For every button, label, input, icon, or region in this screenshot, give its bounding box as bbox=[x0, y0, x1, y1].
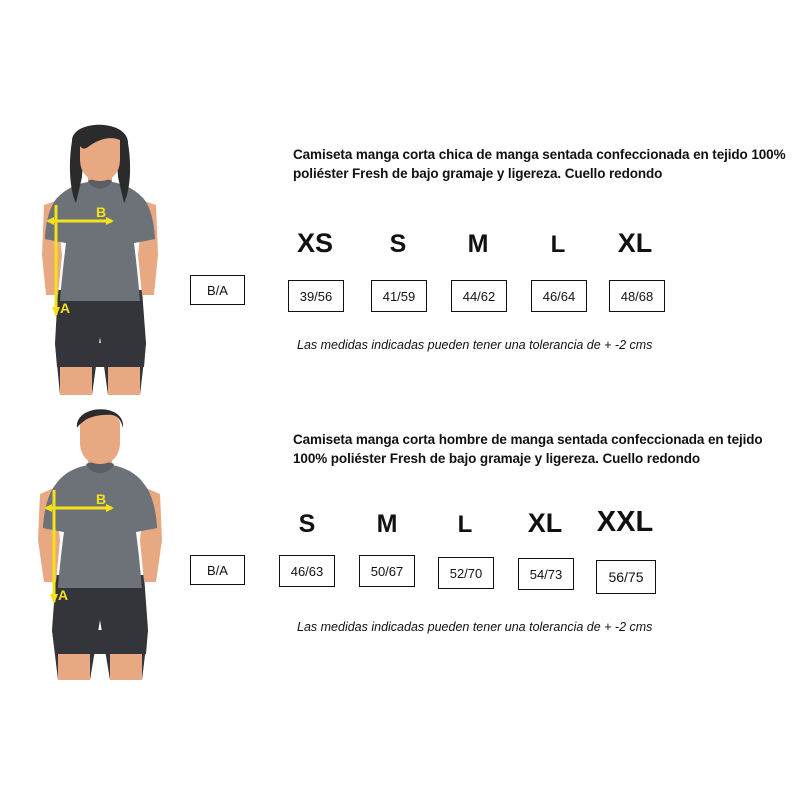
size-value-xl-men: 54/73 bbox=[518, 558, 574, 590]
size-header-xl-men: XL bbox=[527, 508, 563, 538]
size-header-l: L bbox=[550, 231, 566, 258]
size-value-s-men: 46/63 bbox=[279, 555, 335, 587]
measure-label-cell-women: B/A bbox=[190, 275, 245, 305]
size-panel-men bbox=[185, 390, 795, 680]
size-section-men bbox=[0, 390, 800, 680]
size-header-l-men: L bbox=[457, 511, 473, 538]
tolerance-note-men: Las medidas indicadas pueden tener una tolerancia de + -2 cms bbox=[297, 620, 653, 634]
marker-a-label: A bbox=[60, 300, 71, 316]
woman-tshirt-illustration bbox=[0, 105, 200, 395]
marker-a-label: A bbox=[58, 587, 69, 603]
marker-b-label: B bbox=[96, 491, 107, 507]
size-value-m: 44/62 bbox=[451, 280, 507, 312]
product-description-men: Camiseta manga corta hombre de manga sentada confeccionada en tejido 100% poliéster Fresh de bajo gramaje y ligereza. Cuello redondo bbox=[293, 432, 763, 466]
size-header-xl: XL bbox=[617, 228, 653, 258]
size-value-m-men: 50/67 bbox=[359, 555, 415, 587]
size-header-m: M bbox=[467, 230, 489, 258]
man-tshirt-illustration bbox=[0, 390, 200, 680]
marker-b-label: B bbox=[96, 204, 107, 220]
size-header-xxl-men: XXL bbox=[596, 506, 654, 538]
size-header-s: S bbox=[389, 230, 407, 258]
measure-label-cell-men: B/A bbox=[190, 555, 245, 585]
size-header-xs: XS bbox=[296, 228, 334, 258]
size-header-s-men: S bbox=[298, 510, 316, 538]
size-section-women bbox=[0, 105, 800, 395]
size-value-s: 41/59 bbox=[371, 280, 427, 312]
size-value-l-men: 52/70 bbox=[438, 557, 494, 589]
size-panel-women bbox=[185, 105, 795, 395]
size-value-xs: 39/56 bbox=[288, 280, 344, 312]
size-value-xl: 48/68 bbox=[609, 280, 665, 312]
product-description-women: Camiseta manga corta chica de manga sentada confeccionada en tejido 100% poliéster Fresh de bajo gramaje y ligereza. Cuello redondo bbox=[293, 147, 786, 181]
tolerance-note-women: Las medidas indicadas pueden tener una tolerancia de + -2 cms bbox=[297, 338, 653, 352]
size-value-xxl-men: 56/75 bbox=[596, 560, 656, 594]
size-header-m-men: M bbox=[376, 510, 398, 538]
size-value-l: 46/64 bbox=[531, 280, 587, 312]
